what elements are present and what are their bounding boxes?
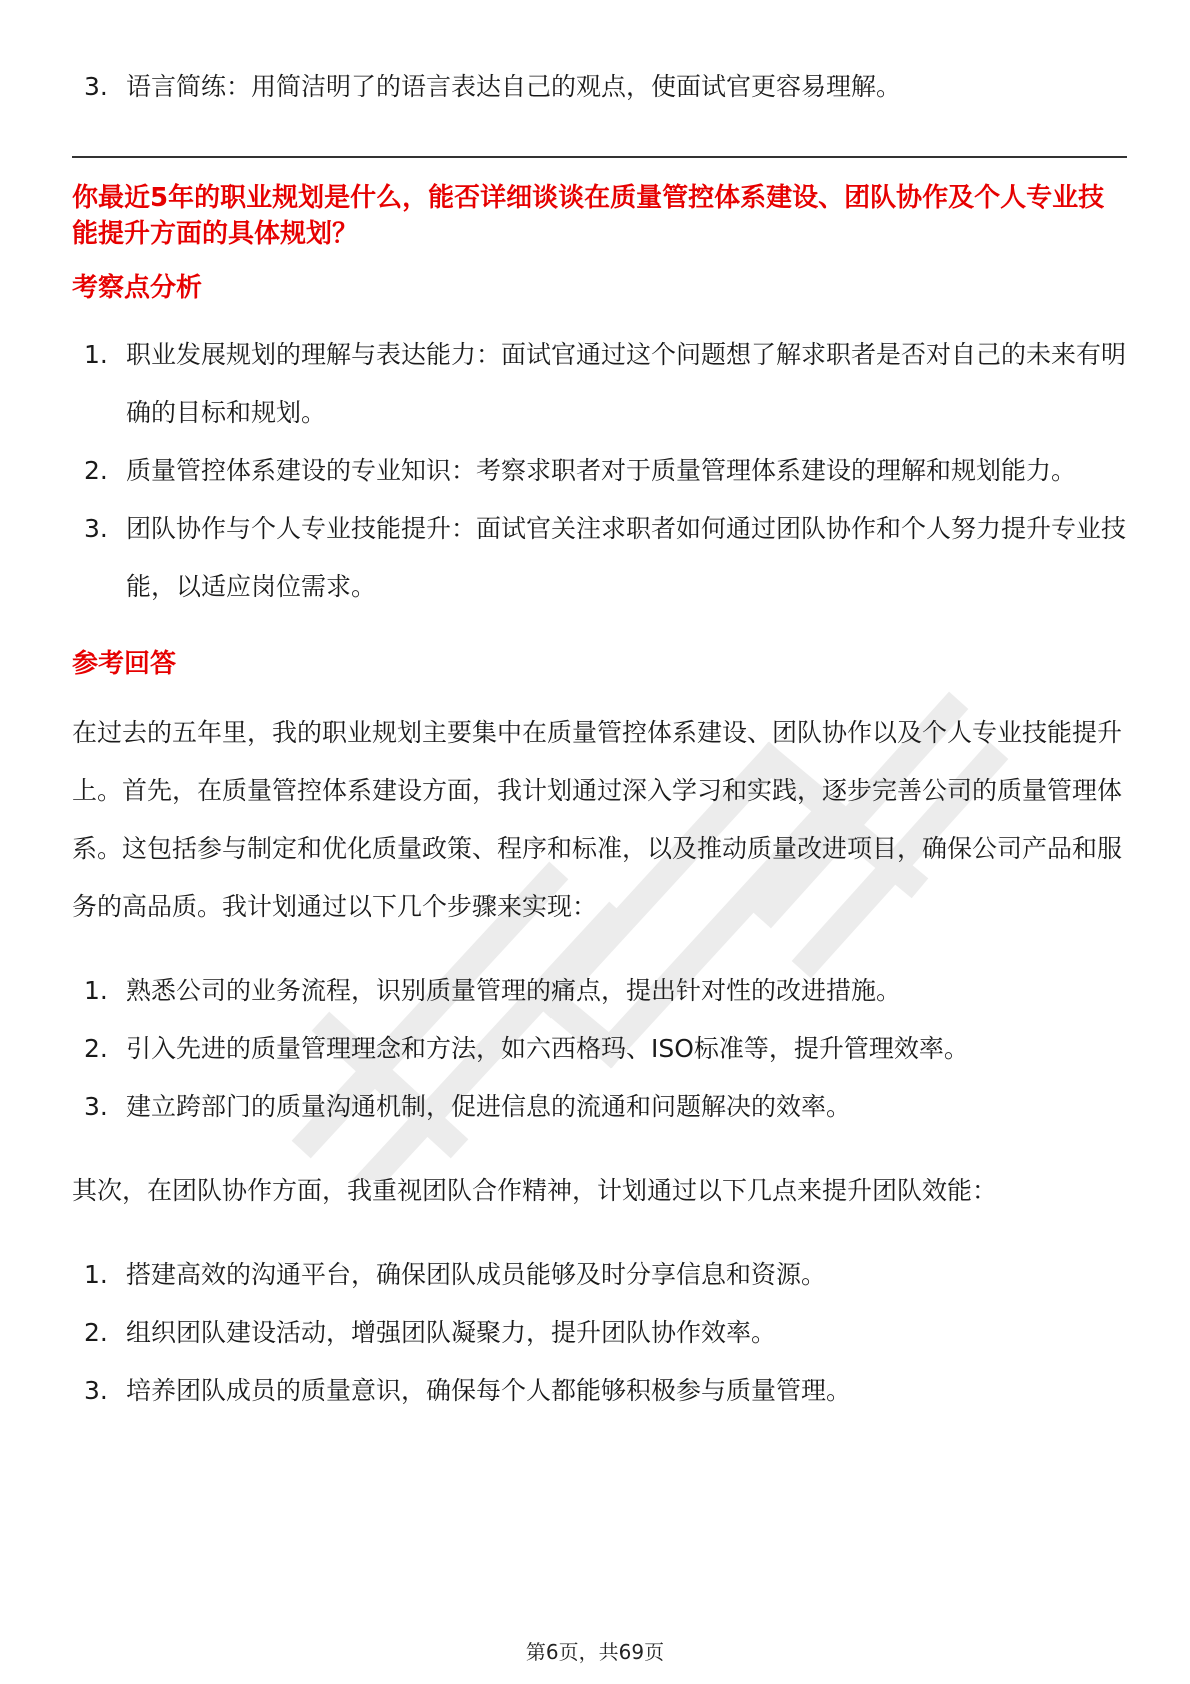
list-item <box>72 500 1127 616</box>
list-text: 熟悉公司的业务流程，识别质量管理的痛点，提出针对性的改进措施。 <box>126 976 902 1005</box>
list-text: 团队协作与个人专业技能提升：面试官关注求职者如何通过团队协作和个人努力提升专业技能，以适应岗位需求。 <box>126 514 1127 601</box>
list-number: 3. <box>84 514 108 543</box>
list-item <box>72 1304 1127 1362</box>
section-divider <box>72 156 1127 158</box>
answer-intro-paragraph: 在过去的五年里，我的职业规划主要集中在质量管控体系建设、团队协作以及个人专业技能提升上。首先，在质量管控体系建设方面，我计划通过深入学习和实践，逐步完善公司的质量管理体系。这包括参与制定和优化质量政策、程序和标准，以及推动质量改进项目，确保公司产品和服务的高品质。我计划通过以下几个步骤来实现： <box>72 718 1123 921</box>
list-item <box>72 58 1127 116</box>
list-number: 3. <box>84 1376 108 1405</box>
list-number: 1. <box>84 340 108 369</box>
list-text: 语言简练：用简洁明了的语言表达自己的观点，使面试官更容易理解。 <box>126 72 902 101</box>
list-number: 2. <box>84 456 108 485</box>
list-number: 1. <box>84 976 108 1005</box>
analysis-heading: 考察点分析 <box>72 273 203 303</box>
list-text: 引入先进的质量管理理念和方法，如六西格玛、ISO标准等，提升管理效率。 <box>126 1034 969 1063</box>
list-text: 职业发展规划的理解与表达能力：面试官通过这个问题想了解求职者是否对自己的未来有明确的目标和规划。 <box>126 340 1127 427</box>
list-item <box>72 1362 1127 1420</box>
list-text: 搭建高效的沟通平台，确保团队成员能够及时分享信息和资源。 <box>126 1260 827 1289</box>
list-item <box>72 1020 1127 1078</box>
list-number: 2. <box>84 1318 108 1347</box>
list-text: 培养团队成员的质量意识，确保每个人都能够积极参与质量管理。 <box>126 1376 852 1405</box>
list-number: 1. <box>84 1260 108 1289</box>
page-footer: 第6页，共69页 <box>525 1640 665 1664</box>
list-item <box>72 442 1127 500</box>
team-intro-paragraph: 其次，在团队协作方面，我重视团队合作精神，计划通过以下几点来提升团队效能： <box>72 1176 998 1205</box>
list-item <box>72 326 1127 442</box>
top-list <box>72 58 1127 116</box>
list-number: 3. <box>84 72 108 101</box>
list-text: 质量管控体系建设的专业知识：考察求职者对于质量管理体系建设的理解和规划能力。 <box>126 456 1077 485</box>
question-heading: 你最近5年的职业规划是什么，能否详细谈谈在质量管控体系建设、团队协作及个人专业技能提升方面的具体规划？ <box>72 183 1105 249</box>
answer-heading: 参考回答 <box>72 649 177 679</box>
list-text: 建立跨部门的质量沟通机制，促进信息的流通和问题解决的效率。 <box>126 1092 852 1121</box>
list-item <box>72 962 1127 1020</box>
list-item <box>72 1078 1127 1136</box>
team-steps-list <box>72 1246 1127 1420</box>
analysis-list <box>72 326 1127 616</box>
list-text: 组织团队建设活动，增强团队凝聚力，提升团队协作效率。 <box>126 1318 777 1347</box>
answer-steps-list <box>72 962 1127 1136</box>
main-content <box>72 58 1127 1446</box>
list-item <box>72 1246 1127 1304</box>
list-number: 3. <box>84 1092 108 1121</box>
list-number: 2. <box>84 1034 108 1063</box>
